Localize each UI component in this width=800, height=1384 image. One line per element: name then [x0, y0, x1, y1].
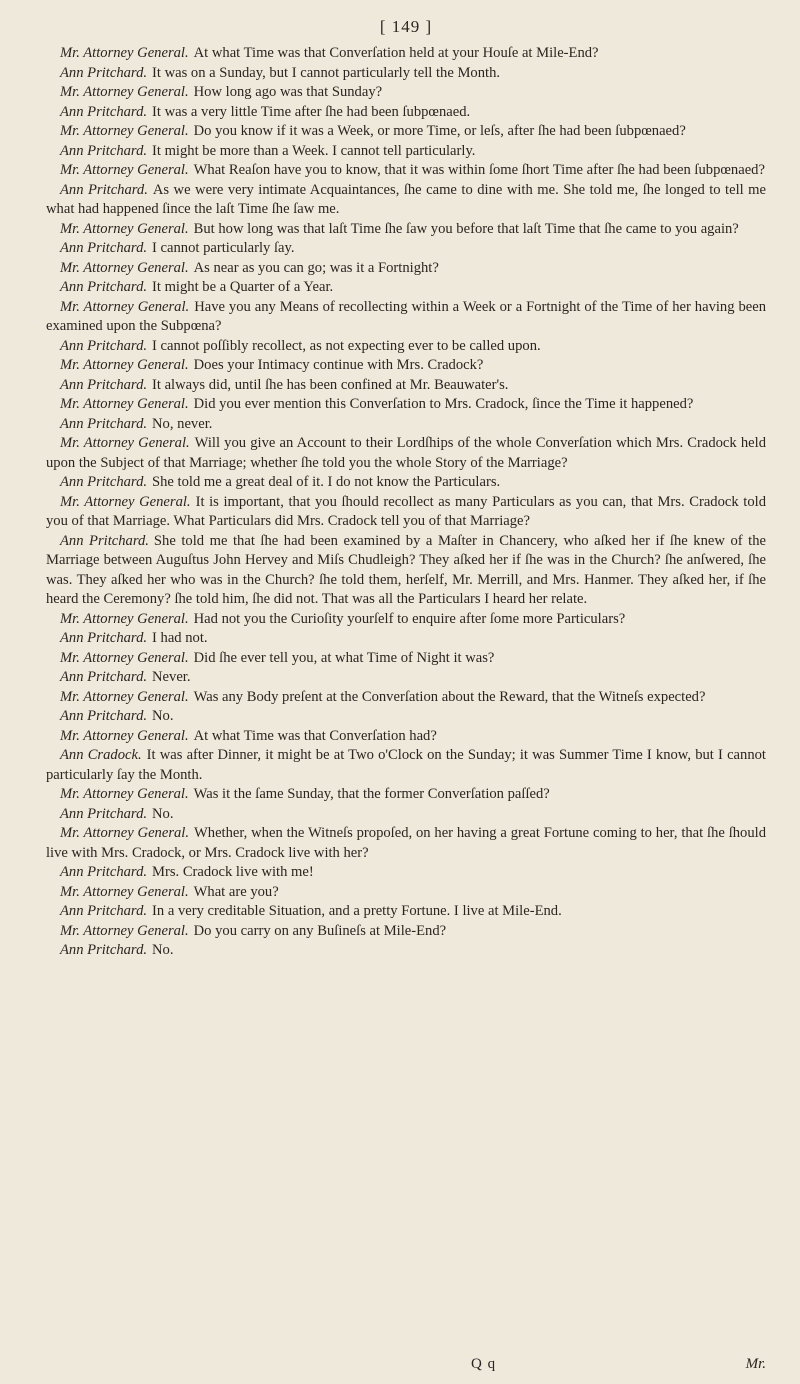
speech-text: Whether, when the Witneſs propoſed, on her having a great Fortune coming to her, that ſhe ſhould live with Mrs. Cradock, or Mrs. Cradock live with her?: [46, 825, 766, 861]
speech-text: I cannot particularly ſay.: [152, 240, 295, 256]
speaker-name: Ann Pritchard.: [60, 630, 148, 646]
speech-text: It was a very little Time after ſhe had been ſubpœnaed.: [152, 103, 471, 120]
testimony-entry: [46, 805, 766, 825]
speaker-name: Ann Cradock.: [60, 747, 142, 763]
speech-text: She told me a great deal of it. I do not know the Particulars.: [152, 474, 501, 490]
speaker-name: Ann Pritchard.: [60, 864, 148, 880]
speaker-name: Mr. Attorney General.: [60, 688, 189, 705]
speaker-name: Mr. Attorney General.: [60, 727, 189, 744]
speech-text: No.: [152, 708, 174, 724]
testimony-entry: [46, 902, 766, 922]
speaker-name: Mr. Attorney General.: [60, 220, 189, 237]
speech-text: Do you carry on any Buſineſs at Mile-End?: [193, 922, 447, 939]
speaker-name: Mr. Attorney General.: [60, 298, 190, 315]
testimony-entry: [46, 668, 766, 688]
speaker-name: Mr. Attorney General.: [60, 259, 189, 276]
speech-text: Did you ever mention this Converſation to Mrs. Cradock, ſince the Time it happened?: [193, 396, 694, 412]
speech-text: At what Time was that Converſation held at your Houſe at Mile-End?: [193, 45, 599, 61]
speaker-name: Mr. Attorney General.: [60, 435, 190, 451]
testimony-entry: [46, 161, 766, 181]
transcript: [46, 44, 766, 961]
speech-text: It might be a Quarter of a Year.: [152, 279, 334, 295]
speaker-name: Mr. Attorney General.: [60, 357, 189, 373]
testimony-entry: [46, 103, 766, 123]
testimony-entry: [46, 824, 766, 863]
speaker-name: Ann Pritchard.: [60, 337, 148, 354]
speaker-name: Ann Pritchard.: [60, 903, 148, 919]
speech-text: Will you give an Account to their Lordſhips of the whole Converſation which Mrs. Cradock held upon the Subject of that Marriage; whether ſhe told you the whole Story of the Marriage?: [46, 435, 766, 471]
testimony-entry: [46, 434, 766, 473]
speech-text: Was it the ſame Sunday, that the former Converſation paſſed?: [193, 786, 550, 802]
testimony-entry: [46, 122, 766, 142]
speaker-name: Ann Pritchard.: [60, 240, 148, 256]
catchword: Mr.: [745, 1356, 766, 1372]
testimony-entry: [46, 376, 766, 396]
testimony-entry: [46, 941, 766, 961]
speech-text: Was any Body preſent at the Converſation about the Reward, that the Witneſs expected?: [193, 688, 706, 705]
speech-text: Had not you the Curioſity yourſelf to enquire after ſome more Particulars?: [193, 610, 626, 627]
speaker-name: Mr. Attorney General.: [60, 786, 189, 802]
speech-text: No.: [152, 942, 174, 958]
speaker-name: Mr. Attorney General.: [60, 883, 189, 900]
testimony-entry: [46, 142, 766, 162]
speech-text: Never.: [152, 669, 191, 685]
speaker-name: Mr. Attorney General.: [60, 162, 189, 178]
testimony-entry: [46, 395, 766, 415]
testimony-entry: [46, 649, 766, 669]
speaker-name: Ann Pritchard.: [60, 103, 148, 120]
testimony-entry: [46, 356, 766, 376]
speech-text: What Reaſon have you to know, that it was within ſome ſhort Time after ſhe had been ſubpœnaed?: [193, 162, 765, 178]
page-footer: [46, 1356, 766, 1380]
speaker-name: Ann Pritchard.: [60, 805, 148, 822]
testimony-entry: [46, 688, 766, 708]
speech-text: Do you know if it was a Week, or more Time, or leſs, after ſhe had been ſubpœnaed?: [193, 123, 686, 139]
testimony-entry: [46, 727, 766, 747]
speech-text: I cannot poſſibly recollect, as not expecting ever to be called upon.: [152, 337, 541, 354]
testimony-entry: [46, 83, 766, 103]
speech-text: It was after Dinner, it might be at Two o'Clock on the Sunday; it was Summer Time I know, but I cannot particularly ſay the Month.: [46, 747, 766, 783]
speaker-name: Ann Pritchard.: [60, 142, 148, 159]
testimony-entry: [46, 278, 766, 298]
speaker-name: Mr. Attorney General.: [60, 922, 189, 939]
speaker-name: Ann Pritchard.: [60, 474, 148, 490]
speaker-name: Mr. Attorney General.: [60, 493, 191, 510]
speaker-name: Mr. Attorney General.: [60, 45, 189, 61]
speaker-name: Ann Pritchard.: [60, 532, 149, 549]
speaker-name: Mr. Attorney General.: [60, 84, 189, 100]
speaker-name: Ann Pritchard.: [60, 181, 148, 198]
testimony-entry: [46, 64, 766, 84]
speech-text: As we were very intimate Acquaintances, ſhe came to dine with me. She told me, ſhe longed to tell me what had happened ſince the laſt Time ſhe ſaw me.: [46, 181, 766, 217]
testimony-entry: [46, 220, 766, 240]
speaker-name: Ann Pritchard.: [60, 669, 148, 685]
speech-text: It always did, until ſhe has been confined at Mr. Beauwater's.: [152, 376, 509, 393]
speaker-name: Ann Pritchard.: [60, 708, 148, 724]
testimony-entry: [46, 337, 766, 357]
speech-text: Did ſhe ever tell you, at what Time of Night it was?: [193, 649, 495, 666]
testimony-entry: [46, 415, 766, 435]
speech-text: How long ago was that Sunday?: [193, 84, 383, 100]
speaker-name: Ann Pritchard.: [60, 279, 148, 295]
signature-mark: Q q: [471, 1356, 497, 1372]
page-number: [ 149 ]: [379, 17, 433, 36]
testimony-entry: [46, 473, 766, 493]
speaker-name: Mr. Attorney General.: [60, 825, 189, 841]
speaker-name: Ann Pritchard.: [60, 376, 148, 393]
speech-text: In a very creditable Situation, and a pretty Fortune. I live at Mile-End.: [152, 903, 562, 919]
testimony-entry: [46, 493, 766, 532]
testimony-entry: [46, 44, 766, 64]
testimony-entry: [46, 298, 766, 337]
testimony-entry: [46, 181, 766, 220]
speech-text: But how long was that laſt Time ſhe ſaw you before that laſt Time that ſhe came to you again?: [193, 220, 739, 237]
speech-text: As near as you can go; was it a Fortnight?: [193, 259, 439, 276]
testimony-entry: [46, 922, 766, 942]
speaker-name: Ann Pritchard.: [60, 942, 148, 958]
testimony-entry: [46, 863, 766, 883]
testimony-entry: [46, 629, 766, 649]
testimony-entry: [46, 259, 766, 279]
speaker-name: Ann Pritchard.: [60, 415, 148, 432]
testimony-entry: [46, 883, 766, 903]
speech-text: No, never.: [152, 415, 213, 432]
speech-text: It is important, that you ſhould recollect as many Particulars as you can, that Mrs. Cradock told you of that Marriage. What Particulars did Mrs. Cradock tell you of that Marriage?: [46, 493, 767, 529]
speaker-name: Ann Pritchard.: [60, 64, 148, 81]
speech-text: It might be more than a Week. I cannot tell particularly.: [152, 142, 476, 159]
speech-text: She told me that ſhe had been examined by a Maſter in Chancery, who aſked her if ſhe knew of the Marriage between Auguſtus John Hervey and Miſs Chudleigh? They aſked her if ſhe was in the Church? ſhe anſwered, ſhe was. They aſked her who was in the Church? ſhe told them, herſelf, Mr. Merrill, and Mrs. Hanmer. They aſked her, if ſhe heard the Ceremony? ſhe told him, ſhe did not. That was all the Particulars I heard her relate.: [46, 532, 766, 607]
speech-text: At what Time was that Converſation had?: [193, 727, 437, 744]
speech-text: Have you any Means of recollecting within a Week or a Fortnight of the Time of her having been examined upon the Subpœna?: [46, 298, 766, 334]
testimony-entry: [46, 746, 766, 785]
speech-text: It was on a Sunday, but I cannot particularly tell the Month.: [152, 64, 501, 81]
speech-text: No.: [152, 805, 174, 822]
testimony-entry: [46, 785, 766, 805]
testimony-entry: [46, 610, 766, 630]
speech-text: What are you?: [193, 883, 279, 900]
testimony-entry: [46, 532, 766, 610]
speech-text: I had not.: [152, 630, 208, 646]
speaker-name: Mr. Attorney General.: [60, 396, 189, 412]
speaker-name: Mr. Attorney General.: [60, 610, 189, 627]
speech-text: Mrs. Cradock live with me!: [152, 864, 314, 880]
testimony-entry: [46, 239, 766, 259]
testimony-entry: [46, 707, 766, 727]
speaker-name: Mr. Attorney General.: [60, 649, 189, 666]
speech-text: Does your Intimacy continue with Mrs. Cradock?: [193, 357, 484, 373]
speaker-name: Mr. Attorney General.: [60, 123, 189, 139]
